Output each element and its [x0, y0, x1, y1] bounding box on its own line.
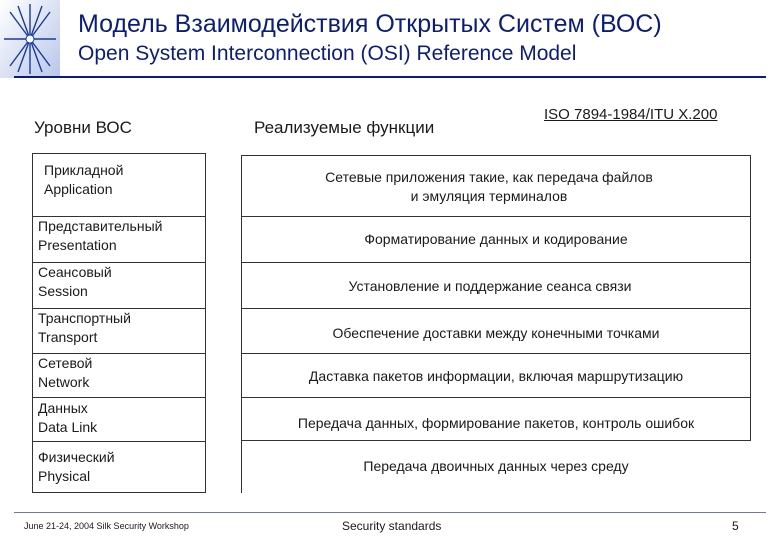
layer-name-ru: Транспортный: [38, 310, 131, 326]
function-session: Установление и поддержание сеанса связи: [348, 278, 632, 294]
footer-divider: [14, 512, 766, 513]
layer-name-ru: Данных: [38, 400, 88, 416]
standard-reference: ISO 7894-1984/ITU X.200: [544, 106, 718, 123]
layer-presentation: [38, 217, 162, 255]
layer-name-en: Network: [38, 374, 90, 390]
function-divider: [241, 216, 751, 217]
function-line: и эмуляция терминалов: [410, 188, 568, 204]
layer-network: [38, 354, 92, 392]
function-divider: [241, 308, 751, 309]
layer-name-en: Application: [44, 181, 113, 197]
layer-name-ru: Представительный: [38, 218, 163, 234]
layer-application: [44, 161, 123, 199]
layer-data-link: [38, 399, 97, 437]
page-number: 5: [732, 519, 739, 533]
layer-name-ru: Прикладной: [44, 162, 124, 178]
starburst-logo-icon: [0, 0, 60, 78]
level-divider: [32, 441, 206, 442]
function-divider: [241, 262, 751, 263]
layer-physical: [38, 448, 115, 486]
layer-name-en: Data Link: [38, 419, 98, 435]
slide-subtitle: Open System Interconnection (OSI) Reference Model: [78, 42, 577, 65]
function-presentation: Форматирование данных и кодирование: [364, 231, 628, 247]
layer-name-ru: Физический: [38, 449, 115, 465]
function-physical: Передача двоичных данных через среду: [363, 458, 629, 474]
function-network: Даставка пакетов информации, включая маршрутизацию: [308, 368, 684, 384]
footer-section: Security standards: [342, 519, 442, 533]
function-transport: Обеспечение доставки между конечными точками: [332, 325, 660, 341]
function-divider: [241, 353, 751, 354]
function-application: [241, 168, 737, 206]
layer-name-en: Physical: [38, 468, 91, 484]
title-divider: [14, 76, 766, 78]
function-divider: [241, 397, 751, 398]
layer-name-en: Transport: [38, 329, 98, 345]
layer-name-en: Presentation: [38, 237, 117, 253]
layer-name-ru: Сетевой: [38, 355, 93, 371]
layer-name-en: Session: [38, 283, 88, 299]
functions-column-header: Реализуемые функции: [254, 118, 435, 137]
slide-title: Модель Взаимодействия Открытых Систем (ВОС): [78, 10, 662, 38]
function-line: Сетевые приложения такие, как передача файлов: [325, 169, 653, 185]
layer-name-ru: Сеансовый: [38, 264, 112, 280]
levels-column-header: Уровни ВОС: [34, 118, 132, 137]
function-data-link: Передача данных, формирование пакетов, контроль ошибок: [297, 415, 695, 431]
footer-event: June 21-24, 2004 Silk Security Workshop: [24, 521, 189, 531]
level-divider: [32, 397, 206, 398]
layer-transport: [38, 309, 131, 347]
layer-session: [38, 263, 112, 301]
